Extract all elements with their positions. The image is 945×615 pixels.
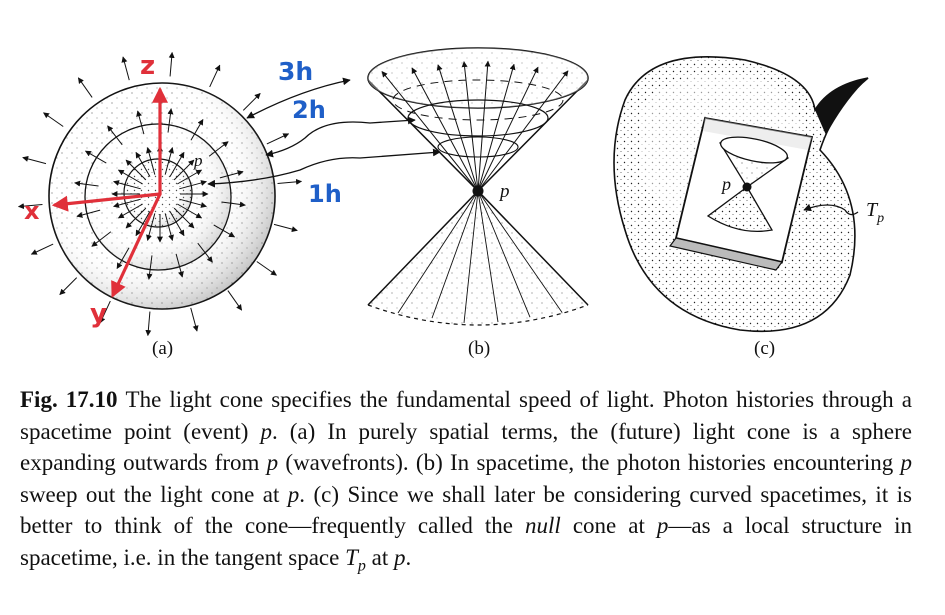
caption-segment: cone at xyxy=(560,513,657,538)
caption-segment: null xyxy=(525,513,561,538)
axis-label-z: z xyxy=(140,51,156,81)
caption-segment: . (c) Since we shall later be considering curved spacetimes, it is better to think of the cone—frequently called the xyxy=(20,481,912,538)
annotation-2h: 2h xyxy=(292,96,326,124)
caption-segment: The light cone specifies the fundamental speed of light. Photon histories through a spacetime point (event) xyxy=(20,387,912,444)
caption-segment: p xyxy=(266,450,279,475)
ray-arrow xyxy=(228,291,242,311)
panel-a-spheres xyxy=(49,83,275,309)
ray-arrow xyxy=(257,262,277,276)
caption-segment: T xyxy=(345,544,358,570)
ray-arrow xyxy=(170,53,172,77)
caption-segment: . (a) In purely spatial terms, the (future) light cone is a sphere expanding outwards from xyxy=(20,418,912,475)
panel-label-a: (a) xyxy=(152,338,174,359)
ray-arrow xyxy=(60,278,77,295)
axis-label-y: y xyxy=(90,299,107,329)
ray-arrow xyxy=(31,244,53,254)
axis-label-x: x xyxy=(24,197,40,225)
figure-caption xyxy=(20,384,912,582)
panel-a-point-label: p xyxy=(194,151,203,170)
panel-b-point-label: p xyxy=(500,181,510,202)
ray-arrow xyxy=(191,308,197,331)
ray-arrow xyxy=(278,181,302,183)
caption-segment: p xyxy=(656,513,669,538)
caption-text xyxy=(20,387,912,575)
ray-arrow xyxy=(23,157,46,163)
caption-segment: (wavefronts). (b) In spacetime, the photon histories encountering xyxy=(278,450,901,475)
caption-segment: p xyxy=(260,418,272,444)
annotation-1h: 1h xyxy=(308,180,342,208)
panel-label-b: (b) xyxy=(468,338,491,359)
caption-segment: sweep out the light cone at xyxy=(20,481,288,507)
ray-arrow xyxy=(243,93,260,110)
ray-arrow xyxy=(210,65,220,87)
panel-label-c: (c) xyxy=(754,338,776,359)
ray-arrow xyxy=(78,78,92,98)
caption-segment: p xyxy=(393,544,406,570)
ray-arrow xyxy=(267,134,289,144)
ray-arrow xyxy=(123,57,129,80)
ray-arrow xyxy=(44,113,64,127)
caption-segment: at xyxy=(365,544,394,570)
caption-segment: p xyxy=(900,450,912,475)
panel-c-point-label: p xyxy=(722,174,731,194)
caption-segment: . xyxy=(405,544,412,570)
tangent-space-label: $T_p$ xyxy=(866,199,885,226)
annotation-3h: 3h xyxy=(278,57,314,86)
caption-segment: —as a local structure in spacetime, i.e. in the tangent space xyxy=(20,513,912,570)
ray-arrow xyxy=(148,312,150,336)
figure-number: Fig. 17.10 xyxy=(20,387,118,412)
caption-segment: p xyxy=(287,481,300,507)
ray-arrow xyxy=(274,224,297,230)
caption-segment: p xyxy=(357,557,366,575)
